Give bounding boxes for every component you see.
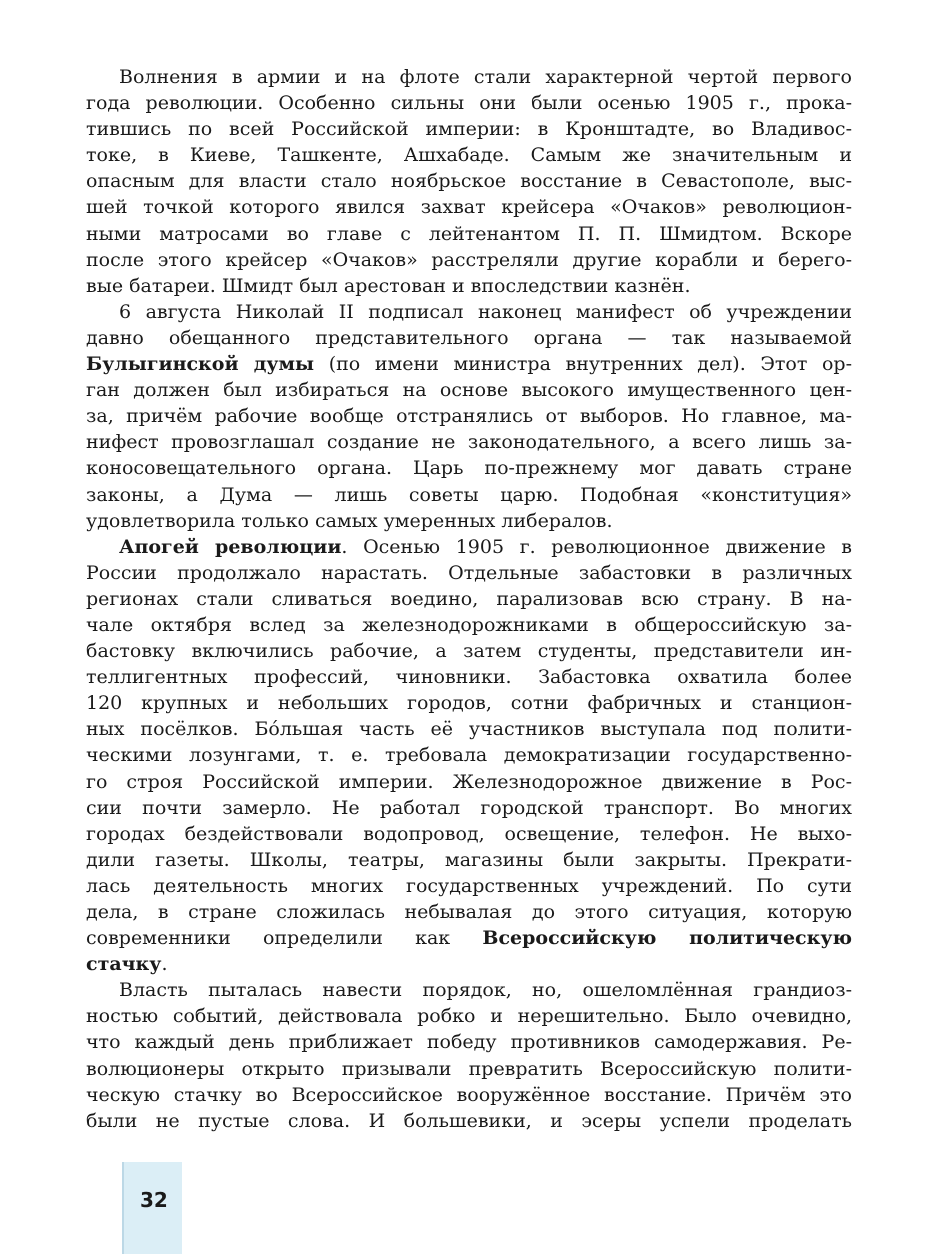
page-number: 32 — [140, 1188, 168, 1212]
text-line: чале октября вслед за железнодорожниками в общероссийскую за- — [86, 613, 852, 636]
paragraph — [86, 299, 852, 534]
body-text — [86, 64, 852, 1134]
text-line: стачку. — [86, 953, 168, 976]
text-line: что каждый день приближает победу противников самодержавия. Ре- — [86, 1031, 852, 1054]
text-line: коносовещательного органа. Царь по-прежнему мог давать стране — [86, 457, 852, 480]
text-line: ностью событий, действовала робко и нерешительно. Было очевидно, — [86, 1005, 852, 1028]
text-line: Булыгинской думы (по имени министра внутренних дел). Этот ор- — [86, 353, 852, 376]
text-line: опасным для власти стало ноябрьское восстание в Севастополе, выс- — [86, 170, 852, 193]
text-line: регионах стали сливаться воедино, парализовав всю страну. В на- — [86, 587, 852, 610]
text-line: вые батареи. Шмидт был арестован и впоследствии казнён. — [86, 274, 691, 297]
paragraph — [86, 64, 852, 299]
text-line: современники определили как Всероссийскую политическую — [86, 927, 852, 950]
text-line: ных посёлков. Бóльшая часть её участников выступала под полити- — [86, 718, 852, 741]
text-line: ческими лозунгами, т. е. требовала демократизации государственно- — [86, 744, 852, 767]
text-line: ган должен был избираться на основе высокого имущественного цен- — [86, 379, 852, 402]
section-heading-apogee: Апогей революции — [119, 535, 342, 558]
text-line: ческую стачку во Всероссийское вооружённое восстание. Причём это — [86, 1083, 852, 1106]
text-line: дела, в стране сложилась небывалая до этого ситуация, которую — [86, 901, 852, 923]
text-line: ными матросами во главе с лейтенантом П. П. Шмидтом. Вскоре — [86, 222, 852, 245]
text-line: законы, а Дума — лишь советы царю. Подобная «конституция» — [86, 483, 852, 506]
text-line: за, причём рабочие вообще отстранялись от выборов. Но главное, ма- — [86, 405, 852, 428]
text-line: Власть пыталась навести порядок, но, ошеломлённая грандиоз- — [119, 979, 852, 1002]
text-line: были не пустые слова. И большевики, и эсеры успели проделать — [86, 1109, 852, 1132]
text-line: дили газеты. Школы, театры, магазины были закрыты. Прекрати- — [86, 848, 852, 871]
text-line: токе, в Киеве, Ташкенте, Ашхабаде. Самым же значительным и — [86, 144, 852, 167]
text-line: Апогей революции. Осенью 1905 г. революционное движение в — [119, 535, 852, 558]
text-line: лась деятельность многих государственных учреждений. По сути — [86, 874, 852, 897]
paragraph — [86, 977, 852, 1134]
term-strike: стачку — [86, 953, 162, 976]
text-line: нифест провозглашал создание не законодательного, а всего лишь за- — [86, 431, 852, 454]
text-line: тившись по всей Российской империи: в Кронштадте, во Владивос- — [86, 118, 852, 141]
text-line: сии почти замерло. Не работал городской транспорт. Во многих — [86, 796, 852, 819]
text-line: удовлетворила только самых умеренных либералов. — [86, 509, 613, 532]
text-line: шей точкой которого явился захват крейсера «Очаков» революцион- — [86, 196, 852, 219]
term-all-russian-strike: Всероссийскую политическую — [482, 927, 852, 950]
text-line: после этого крейсер «Очаков» расстреляли другие корабли и берего- — [86, 248, 852, 271]
text-line: давно обещанного представительного органа — так называемой — [86, 326, 852, 349]
paragraph — [86, 534, 852, 978]
text-line: бастовку включились рабочие, а затем студенты, представители ин- — [86, 640, 852, 663]
text-line: городах бездействовали водопровод, освещение, телефон. Не выхо- — [86, 822, 852, 845]
text-line: го строя Российской империи. Железнодорожное движение в Рос- — [86, 770, 852, 793]
text-line: года революции. Особенно сильны они были осенью 1905 г., прока- — [86, 92, 852, 115]
text-line: 6 августа Николай II подписал наконец манифест об учреждении — [119, 300, 852, 323]
text-line: волюционеры открыто призывали превратить Всероссийскую полити- — [86, 1057, 852, 1080]
term-bulygin-duma: Булыгинской думы — [86, 353, 315, 376]
text-line: 120 крупных и небольших городов, сотни фабричных и станцион- — [86, 692, 852, 715]
text-line: теллигентных профессий, чиновники. Забастовка охватила более — [86, 666, 852, 689]
text-line: России продолжало нарастать. Отдельные забастовки в различных — [86, 561, 852, 584]
text-line: Волнения в армии и на флоте стали характерной чертой первого — [119, 66, 852, 88]
